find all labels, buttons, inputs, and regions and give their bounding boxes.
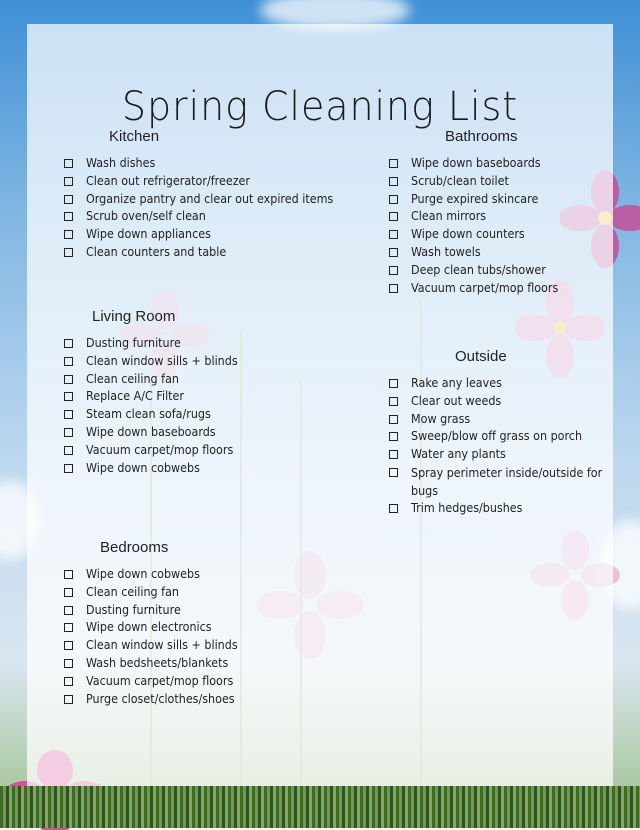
- section-title: Bathrooms: [445, 128, 518, 145]
- checkbox[interactable]: [64, 177, 73, 186]
- list-item: [389, 411, 631, 429]
- item-label: Wash towels: [411, 243, 481, 259]
- list-item: [64, 460, 254, 478]
- list-item: [64, 353, 254, 371]
- checkbox[interactable]: [64, 464, 73, 473]
- item-label: Mow grass: [411, 410, 471, 426]
- checkbox[interactable]: [389, 397, 398, 406]
- checkbox[interactable]: [64, 588, 73, 597]
- checkbox[interactable]: [389, 284, 398, 293]
- item-label: Organize pantry and clear out expired items: [86, 190, 334, 206]
- checkbox[interactable]: [64, 248, 73, 257]
- checkbox[interactable]: [389, 504, 398, 513]
- item-label: Wipe down baseboards: [86, 423, 216, 439]
- checklist-sheet: [27, 24, 613, 786]
- list-item: [64, 371, 254, 389]
- grass-strip: [0, 786, 640, 828]
- item-label: Clean ceiling fan: [86, 583, 180, 599]
- item-label: Wipe down cobwebs: [86, 459, 200, 475]
- checkbox[interactable]: [389, 177, 398, 186]
- checkbox[interactable]: [64, 212, 73, 221]
- list-item: [389, 464, 631, 500]
- item-label: Vacuum carpet/mop floors: [86, 672, 234, 688]
- list-item: [64, 226, 361, 244]
- list-item: [389, 500, 631, 518]
- checklist: [389, 155, 575, 297]
- checklist: [64, 335, 254, 477]
- section-title: Living Room: [92, 308, 176, 325]
- item-label: Clean window sills + blinds: [86, 352, 238, 368]
- list-item: [389, 446, 631, 464]
- item-label: Rake any leaves: [411, 375, 502, 390]
- checkbox[interactable]: [64, 659, 73, 668]
- list-item: [64, 691, 254, 709]
- section-title: Kitchen: [109, 128, 160, 145]
- item-label: Wipe down appliances: [86, 226, 211, 242]
- item-label: Clean ceiling fan: [86, 370, 180, 386]
- list-item: [64, 173, 361, 191]
- item-label: Wipe down counters: [411, 226, 525, 242]
- list-item: [64, 673, 254, 691]
- section-outside: [389, 348, 631, 518]
- checklist: [64, 155, 361, 262]
- list-item: [389, 428, 631, 446]
- list-item: [389, 244, 575, 262]
- list-item: [389, 280, 575, 298]
- checkbox[interactable]: [64, 623, 73, 632]
- checkbox[interactable]: [64, 410, 73, 419]
- list-item: [389, 375, 631, 393]
- checkbox[interactable]: [389, 379, 398, 388]
- item-label: Purge expired skincare: [411, 190, 539, 206]
- checkbox[interactable]: [64, 357, 73, 366]
- checkbox[interactable]: [389, 230, 398, 239]
- item-label: Scrub oven/self clean: [86, 208, 206, 224]
- item-label: Trim hedges/bushes: [411, 499, 523, 515]
- list-item: [64, 335, 254, 353]
- checkbox[interactable]: [64, 375, 73, 384]
- item-label: Clear out weeds: [411, 392, 502, 408]
- checkbox[interactable]: [64, 230, 73, 239]
- list-item: [64, 566, 254, 584]
- list-item: [64, 602, 254, 620]
- checkbox[interactable]: [389, 450, 398, 459]
- section-title: Bedrooms: [100, 539, 169, 556]
- item-label: Dusting furniture: [86, 601, 181, 617]
- checkbox[interactable]: [389, 159, 398, 168]
- checklist: [389, 375, 631, 518]
- item-label: Vacuum carpet/mop floors: [411, 279, 559, 295]
- checkbox[interactable]: [64, 677, 73, 686]
- list-item: [389, 191, 575, 209]
- list-item: [389, 393, 631, 411]
- checkbox[interactable]: [64, 159, 73, 168]
- list-item: [64, 155, 361, 173]
- item-label: Dusting furniture: [86, 335, 181, 350]
- item-label: Clean window sills + blinds: [86, 637, 238, 653]
- item-label: Replace A/C Filter: [86, 388, 185, 404]
- list-item: [389, 155, 575, 173]
- list-item: [389, 173, 575, 191]
- item-label: Wipe down cobwebs: [86, 566, 200, 581]
- checkbox[interactable]: [64, 392, 73, 401]
- item-label: Vacuum carpet/mop floors: [86, 441, 234, 457]
- list-item: [64, 388, 254, 406]
- list-item: [64, 442, 254, 460]
- checkbox[interactable]: [64, 195, 73, 204]
- checkbox[interactable]: [389, 248, 398, 257]
- item-label: Clean counters and table: [86, 243, 227, 259]
- item-label: Water any plants: [411, 446, 506, 462]
- checkbox[interactable]: [389, 195, 398, 204]
- list-item: [64, 637, 254, 655]
- checkbox[interactable]: [64, 606, 73, 615]
- section-bedrooms: [64, 539, 254, 708]
- checkbox[interactable]: [389, 266, 398, 275]
- checkbox[interactable]: [64, 570, 73, 579]
- item-label: Purge closet/clothes/shoes: [86, 690, 235, 706]
- checkbox[interactable]: [389, 432, 398, 441]
- section-title: Outside: [455, 348, 507, 365]
- item-label: Clean mirrors: [411, 208, 487, 224]
- section-bathrooms: [389, 128, 575, 297]
- checkbox[interactable]: [64, 641, 73, 650]
- list-item: [389, 262, 575, 280]
- item-label: Wash bedsheets/blankets: [86, 654, 229, 670]
- item-label: Steam clean sofa/rugs: [86, 406, 211, 422]
- item-label: Spray perimeter inside/outside for bugs: [411, 464, 603, 498]
- list-item: [64, 244, 361, 262]
- item-label: Wipe down baseboards: [411, 155, 541, 170]
- checklist: [64, 566, 254, 708]
- item-label: Wipe down electronics: [86, 619, 212, 635]
- checkbox[interactable]: [64, 428, 73, 437]
- list-item: [64, 406, 254, 424]
- item-label: Deep clean tubs/shower: [411, 261, 546, 277]
- checkbox[interactable]: [64, 446, 73, 455]
- section-living-room: [64, 308, 254, 477]
- list-item: [64, 655, 254, 673]
- list-item: [64, 191, 361, 209]
- item-label: Sweep/blow off grass on porch: [411, 428, 583, 444]
- list-item: [389, 208, 575, 226]
- item-label: Wash dishes: [86, 155, 156, 170]
- page-title: Spring Cleaning List: [121, 84, 519, 130]
- list-item: [64, 424, 254, 442]
- item-label: Clean out refrigerator/freezer: [86, 172, 250, 188]
- list-item: [64, 584, 254, 602]
- checkbox[interactable]: [64, 339, 73, 348]
- list-item: [64, 208, 361, 226]
- checkbox[interactable]: [389, 212, 398, 221]
- checkbox[interactable]: [389, 468, 398, 477]
- list-item: [389, 226, 575, 244]
- checkbox[interactable]: [389, 415, 398, 424]
- checkbox[interactable]: [64, 695, 73, 704]
- section-kitchen: [64, 128, 361, 262]
- item-label: Scrub/clean toilet: [411, 172, 509, 188]
- list-item: [64, 619, 254, 637]
